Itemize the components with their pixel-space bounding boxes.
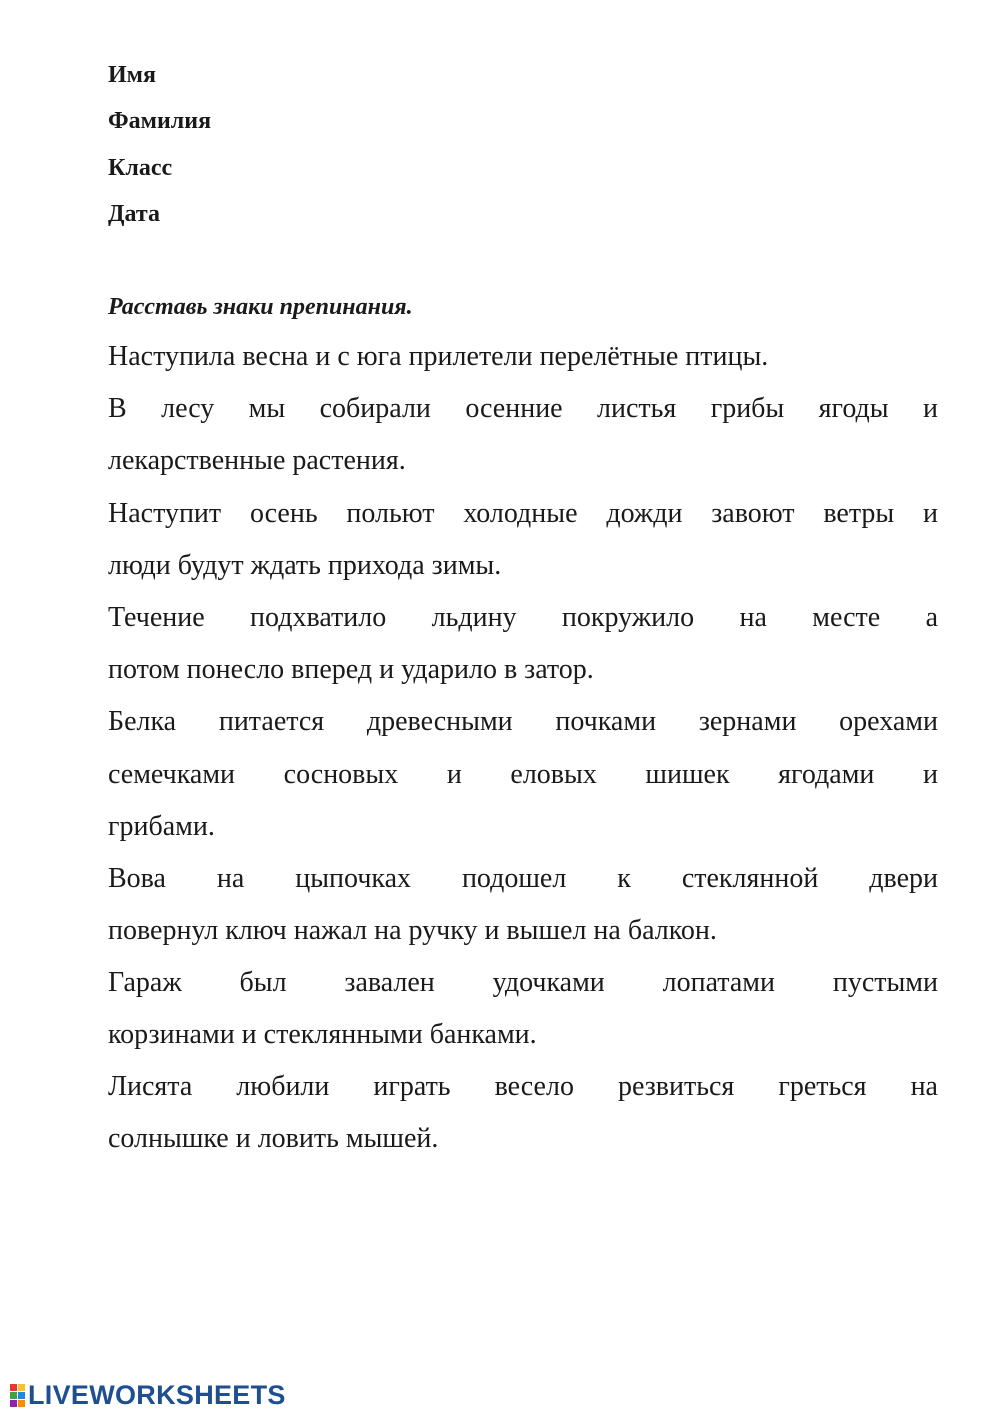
text-line: люди будут ждать прихода зимы. xyxy=(108,550,502,581)
text-line: солнышке и ловить мышей. xyxy=(108,1123,439,1154)
text-line: В лесу мы собирали осенние листья грибы ягоды и xyxy=(108,393,938,424)
text-line: Белка питается древесными почками зернами орехами xyxy=(108,706,938,737)
text-line: Наступит осень польют холодные дожди завоют ветры и xyxy=(108,498,938,529)
liveworksheets-logo xyxy=(10,1378,286,1412)
text-line: грибами. xyxy=(108,811,215,842)
logo-blocks-icon xyxy=(10,1384,25,1407)
class-label: Класс xyxy=(108,155,173,181)
surname-label: Фамилия xyxy=(108,108,212,134)
text-line: Наступила весна и с юга прилетели перелётные птицы. xyxy=(108,341,769,372)
text-line: Лисята любили играть весело резвиться греться на xyxy=(108,1071,938,1102)
text-line: Гараж был завален удочками лопатами пустыми xyxy=(108,967,938,998)
brand-name: LIVEWORKSHEETS xyxy=(28,1379,286,1410)
text-line: семечками сосновых и еловых шишек ягодами и xyxy=(108,759,938,790)
task-instruction: Расставь знаки препинания. xyxy=(108,294,413,320)
text-line: корзинами и стеклянными банками. xyxy=(108,1019,537,1050)
text-line: повернул ключ нажал на ручку и вышел на балкон. xyxy=(108,915,717,946)
text-line: потом понесло вперед и ударило в затор. xyxy=(108,654,594,685)
date-label: Дата xyxy=(108,201,160,227)
text-line: Вова на цыпочках подошел к стеклянной двери xyxy=(108,863,938,894)
text-line: лекарственные растения. xyxy=(108,445,406,476)
text-line: Течение подхватило льдину покружило на месте а xyxy=(108,602,938,633)
name-label: Имя xyxy=(108,62,156,88)
